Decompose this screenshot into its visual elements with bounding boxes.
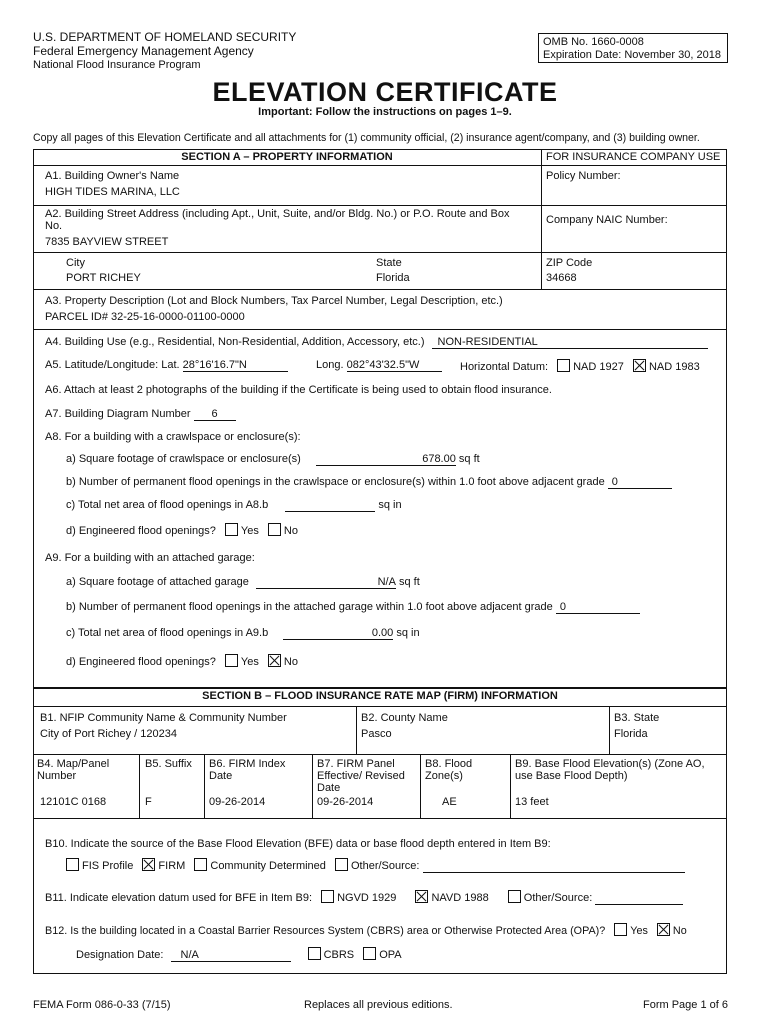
a8a-row: [66, 453, 480, 466]
fis-profile-checkbox[interactable]: [66, 858, 79, 871]
b11-other-checkbox[interactable]: [508, 890, 521, 903]
b6-value[interactable]: 09-26-2014: [209, 796, 266, 808]
cbrs-checkbox[interactable]: [308, 947, 321, 960]
designation-row: [76, 947, 402, 962]
omb-box: [538, 33, 728, 63]
nad1927-label: NAD 1927: [573, 361, 624, 373]
b10-options: [66, 858, 685, 873]
b11-row: [45, 890, 683, 905]
b10-label: B10. Indicate the source of the Base Flood Elevation (BFE) data or base flood depth entered in Item B9:: [45, 838, 551, 850]
a7-label: A7. Building Diagram Number: [45, 408, 191, 420]
state-value[interactable]: Florida: [376, 272, 410, 284]
a8d-no-label: No: [283, 525, 298, 537]
omb-number: OMB No. 1660-0008: [543, 36, 644, 48]
city-label: City: [66, 257, 85, 269]
a1-value[interactable]: HIGH TIDES MARINA, LLC: [45, 186, 180, 198]
b12-yes-label: Yes: [630, 925, 648, 937]
state-field: [376, 256, 410, 286]
state-label: State: [376, 257, 402, 269]
a4-label: A4. Building Use (e.g., Residential, Non-Residential, Addition, Accessory, etc.): [45, 336, 425, 348]
a9d-no-label: No: [283, 656, 298, 668]
a9b-label: b) Number of permanent flood openings in the attached garage within 1.0 foot above adjacent grade: [66, 601, 553, 613]
lat-value[interactable]: 28°16'16.7"N: [183, 359, 288, 372]
a5-latlong: [45, 359, 345, 372]
a7-diagram: [45, 408, 236, 421]
city-field: [66, 256, 141, 286]
a2-label: A2. Building Street Address (including Apt., Unit, Suite, and/or Bldg. No.) or P.O. Route and Box No.: [45, 208, 510, 232]
cbrs-label: CBRS: [323, 949, 355, 961]
b3-label: B3. State: [614, 712, 660, 724]
b7-label: B7. FIRM Panel Effective/ Revised Date: [317, 758, 405, 794]
a8d-yes-label: Yes: [240, 525, 259, 537]
community-determined-checkbox[interactable]: [194, 858, 207, 871]
a9c-unit: sq in: [396, 627, 420, 639]
a8d-no-checkbox[interactable]: [268, 523, 281, 536]
a9b-row: [66, 601, 640, 614]
a8d-label: d) Engineered flood openings?: [66, 525, 216, 537]
a4-building-use: [45, 336, 708, 349]
zip-value[interactable]: 34668: [546, 272, 577, 284]
a1-building-owner: [45, 168, 180, 200]
designation-value[interactable]: N/A: [171, 949, 291, 962]
b3-value[interactable]: Florida: [614, 728, 648, 740]
fis-profile-label: FIS Profile: [82, 860, 134, 872]
ngvd-checkbox[interactable]: [321, 890, 334, 903]
a8-label: A8. For a building with a crawlspace or enclosure(s):: [45, 431, 301, 443]
nad1927-checkbox[interactable]: [557, 359, 570, 372]
b2-county: [361, 710, 448, 742]
a3-property-description: [45, 293, 503, 325]
b12-yes-checkbox[interactable]: [614, 923, 627, 936]
a8c-unit: sq in: [378, 499, 402, 511]
a8b-value[interactable]: 0: [608, 476, 672, 489]
a9c-row: [66, 627, 420, 640]
nad1983-label: NAD 1983: [648, 361, 700, 373]
a7-value[interactable]: 6: [194, 408, 236, 421]
designation-label: Designation Date:: [76, 949, 164, 961]
a9d-row: [66, 654, 298, 668]
b2-label: B2. County Name: [361, 712, 448, 724]
a1-label: A1. Building Owner's Name: [45, 170, 180, 182]
navd-checkbox[interactable]: [415, 890, 428, 903]
b10-other-field[interactable]: [423, 860, 685, 873]
b1-community: [40, 710, 287, 742]
naic-number-label: Company NAIC Number:: [546, 214, 668, 226]
agency-department: U.S. DEPARTMENT OF HOMELAND SECURITY: [33, 30, 297, 44]
a8a-value[interactable]: 678.00: [316, 453, 456, 466]
long-label: Long.: [316, 359, 344, 371]
a8d-row: [66, 523, 298, 537]
section-a-title: SECTION A – PROPERTY INFORMATION: [181, 151, 393, 163]
datum-label: Horizontal Datum:: [460, 361, 549, 373]
b3-state: [614, 710, 659, 742]
a8a-label: a) Square footage of crawlspace or enclosure(s): [66, 453, 301, 465]
agency-nfip: National Flood Insurance Program: [33, 59, 201, 71]
long-field: [316, 359, 442, 372]
insurance-use-label: FOR INSURANCE COMPANY USE: [546, 151, 721, 163]
a9a-unit: sq ft: [398, 576, 420, 588]
agency-fema: Federal Emergency Management Agency: [33, 44, 254, 58]
a8c-value[interactable]: [285, 499, 375, 512]
b11-other-field[interactable]: [595, 892, 683, 905]
b4-value[interactable]: 12101C 0168: [40, 796, 107, 808]
long-value[interactable]: 082°43'32.5"W: [347, 359, 442, 372]
zip-label: ZIP Code: [546, 257, 593, 269]
b4-label: B4. Map/Panel Number: [37, 758, 110, 782]
b12-no-label: No: [672, 925, 687, 937]
zip-field: [546, 256, 592, 286]
a9a-row: [66, 576, 420, 589]
a9a-value[interactable]: N/A: [256, 576, 396, 589]
a9c-value[interactable]: 0.00: [283, 627, 393, 640]
b2-value[interactable]: Pasco: [361, 728, 392, 740]
agency-block: [33, 30, 296, 72]
a8d-yes-checkbox[interactable]: [225, 523, 238, 536]
expiration-date: Expiration Date: November 30, 2018: [543, 49, 721, 61]
a8c-row: [66, 499, 402, 512]
b1-label: B1. NFIP Community Name & Community Number: [40, 712, 287, 724]
b7-value[interactable]: 09-26-2014: [317, 796, 374, 808]
a5-label: A5. Latitude/Longitude:: [45, 359, 159, 371]
a9-label: A9. For a building with an attached garage:: [45, 552, 255, 564]
a9c-label: c) Total net area of flood openings in A9.b: [66, 627, 269, 639]
important-note: Important: Follow the instructions on pages 1–9.: [258, 106, 512, 118]
a9d-yes-checkbox[interactable]: [225, 654, 238, 667]
ngvd-label: NGVD 1929: [337, 892, 397, 904]
opa-checkbox[interactable]: [363, 947, 376, 960]
page-title: ELEVATION CERTIFICATE: [212, 77, 558, 107]
a4-value[interactable]: NON-RESIDENTIAL: [432, 336, 708, 349]
city-value[interactable]: PORT RICHEY: [66, 272, 141, 284]
section-b-title: SECTION B – FLOOD INSURANCE RATE MAP (FIRM) INFORMATION: [202, 690, 558, 702]
a8b-label: b) Number of permanent flood openings in the crawlspace or enclosure(s) within 1.0 foot above adjacent grade: [66, 476, 605, 488]
b1-value[interactable]: City of Port Richey / 120234: [40, 728, 177, 740]
a8a-unit: sq ft: [458, 453, 480, 465]
copy-note: Copy all pages of this Elevation Certificate and all attachments for (1) community official, (2) insurance agent/company, and (3) building owner.: [33, 132, 700, 144]
b12-label: B12. Is the building located in a Coastal Barrier Resources System (CBRS) area or Otherwise Protected Area (OPA)?: [45, 925, 606, 937]
b5-value[interactable]: F: [145, 796, 152, 808]
nad1983-checkbox[interactable]: [633, 359, 646, 372]
b9-value[interactable]: 13 feet: [515, 796, 549, 808]
a8c-label: c) Total net area of flood openings in A8.b: [66, 499, 269, 511]
replaces-note: Replaces all previous editions.: [304, 999, 453, 1011]
a9d-yes-label: Yes: [240, 656, 259, 668]
b12-no-checkbox[interactable]: [657, 923, 670, 936]
b10-other-label: Other/Source:: [350, 860, 420, 872]
a9d-label: d) Engineered flood openings?: [66, 656, 216, 668]
page-number: Form Page 1 of 6: [643, 999, 728, 1011]
a6-label: A6. Attach at least 2 photographs of the building if the Certificate is being used to obtain flood insurance.: [45, 384, 552, 396]
firm-checkbox[interactable]: [142, 858, 155, 871]
a8b-row: [66, 476, 672, 489]
b5-label: B5. Suffix: [145, 758, 192, 770]
a2-value[interactable]: 7835 BAYVIEW STREET: [45, 236, 169, 248]
b10-other-checkbox[interactable]: [335, 858, 348, 871]
horizontal-datum: [460, 359, 700, 373]
opa-label: OPA: [379, 949, 402, 961]
community-determined-label: Community Determined: [210, 860, 326, 872]
b8-label: B8. Flood Zone(s): [425, 758, 473, 782]
b11-other-label: Other/Source:: [523, 892, 593, 904]
a9d-no-checkbox[interactable]: [268, 654, 281, 667]
b11-label: B11. Indicate elevation datum used for BFE in Item B9:: [45, 892, 312, 904]
a9b-value[interactable]: 0: [556, 601, 640, 614]
a3-value[interactable]: PARCEL ID# 32-25-16-0000-01100-0000: [45, 311, 245, 323]
a9a-label: a) Square footage of attached garage: [66, 576, 249, 588]
firm-label: FIRM: [158, 860, 186, 872]
b6-label: B6. FIRM Index Date: [209, 758, 286, 782]
navd-label: NAVD 1988: [431, 892, 489, 904]
b8-value[interactable]: AE: [442, 796, 457, 808]
a3-label: A3. Property Description (Lot and Block Numbers, Tax Parcel Number, Legal Description, etc.): [45, 295, 503, 307]
form-number: FEMA Form 086-0-33 (7/15): [33, 999, 171, 1011]
b9-label: B9. Base Flood Elevation(s) (Zone AO, use Base Flood Depth): [515, 758, 705, 782]
b12-row: [45, 923, 687, 937]
policy-number-label: Policy Number:: [546, 170, 621, 182]
lat-label: Lat.: [161, 359, 180, 371]
